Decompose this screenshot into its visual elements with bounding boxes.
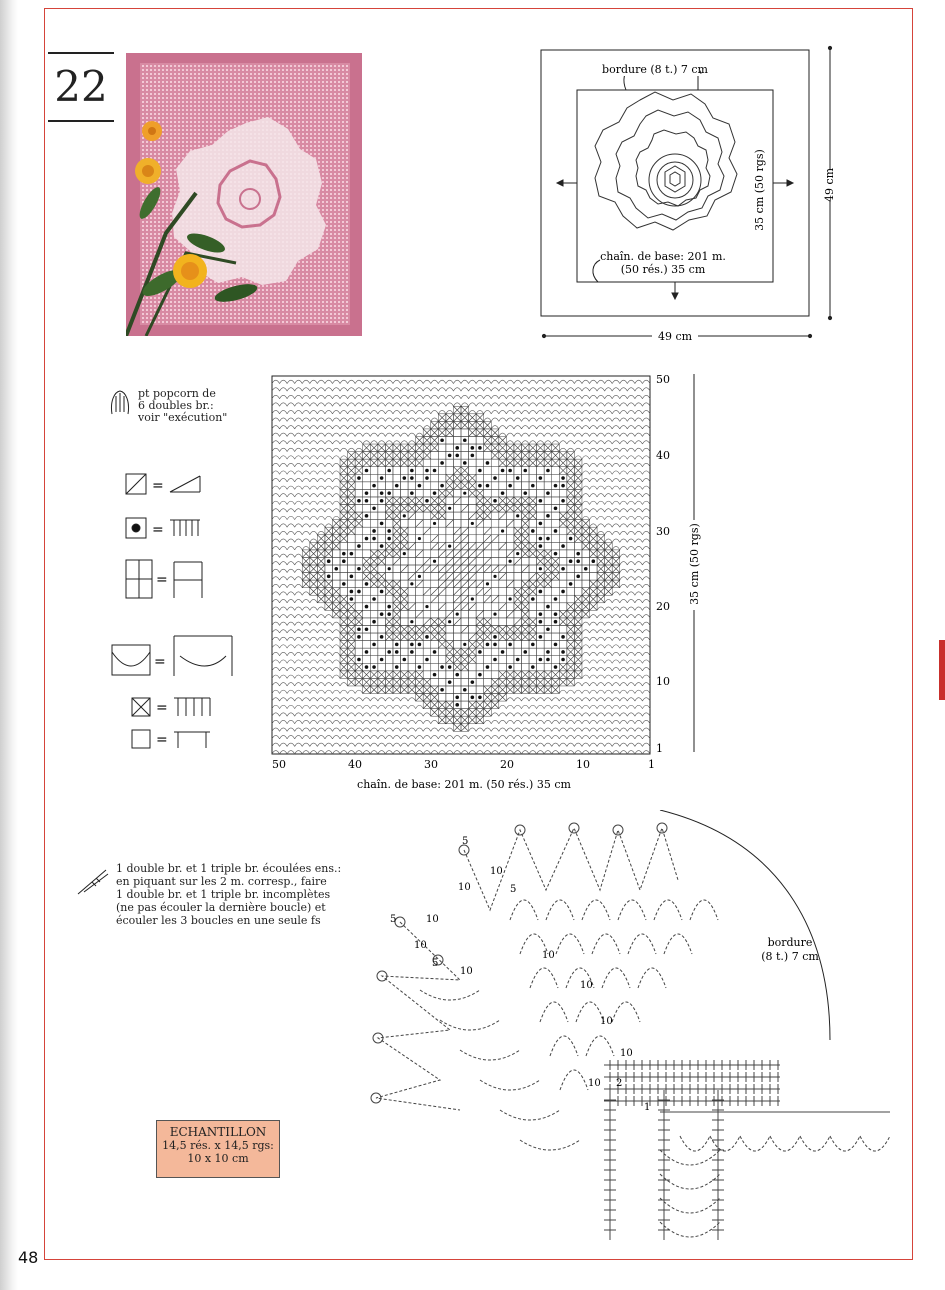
stitch-legend [110,460,250,760]
size-schematic [530,40,850,360]
right-tick-50: 50 [656,373,670,386]
row-num: 2 [616,1078,623,1089]
row-num: 10 [414,940,427,951]
border-label-1: bordure [767,936,813,949]
row-num: 10 [588,1078,601,1089]
equals-4: = [154,654,166,670]
border-stitches [371,823,890,1240]
popcorn-line-1: pt popcorn de [138,387,216,400]
right-tick-10: 10 [656,675,670,688]
bottom-tick-30: 30 [424,758,438,771]
border-label-2: (8 t.) 7 cm [761,950,819,963]
doily-photo [126,53,362,336]
border-bracket [660,810,830,1040]
row-num: 10 [542,950,555,961]
right-tick-1: 1 [656,742,663,755]
popcorn-line-2: 6 doubles br.: [138,399,214,412]
row-num: 10 [426,914,439,925]
row-num: 10 [600,1016,613,1027]
equals-6: = [156,732,168,748]
page-number: 48 [18,1248,39,1267]
bottom-tick-50: 50 [272,758,286,771]
stitch-note-line-3: 1 double br. et 1 triple br. incomplètes [116,888,331,901]
row-num: 5 [510,884,517,895]
chart-grid [272,376,650,754]
chart-side-label: 35 cm (50 rgs) [688,523,701,605]
height-label: 49 cm [823,167,836,203]
row-num: 10 [458,882,471,893]
width-label: 49 cm [657,330,693,343]
right-tick-20: 20 [656,600,670,613]
stitch-note [116,862,346,927]
border-diagram [360,810,900,1250]
row-num: 1 [644,1102,651,1113]
row-num: 5 [432,958,439,969]
border-label: bordure (8 t.) 7 cm [602,63,708,76]
pattern-number: 22 [54,62,108,111]
book-spine [0,0,18,1290]
gauge-title: ECHANTILLON [169,1125,267,1139]
equals-3: = [156,572,168,588]
popcorn-note [138,388,227,424]
stitch-note-line-4: (ne pas écouler la dernière boucle) et [116,901,326,914]
base-label-1: chaîn. de base: 201 m. [600,250,726,263]
stitch-note-line-2: en piquant sur les 2 m. corresp., faire [116,875,327,888]
bottom-tick-1: 1 [648,758,655,771]
row-num: 10 [460,966,473,977]
bottom-tick-10: 10 [576,758,590,771]
pattern-number-box [48,52,114,122]
right-tick-40: 40 [656,449,670,462]
equals-5: = [156,700,168,716]
rose-outline [595,92,737,230]
gauge-line-1: 14,5 rés. x 14,5 rgs: [162,1139,274,1152]
chart-base-label: chaîn. de base: 201 m. (50 rés.) 35 cm [357,778,571,791]
row-num: 5 [390,914,397,925]
bottom-tick-20: 20 [500,758,514,771]
equals-1: = [152,478,164,494]
base-label-2: (50 rés.) 35 cm [620,263,706,276]
filet-chart [268,372,708,797]
row-num: 5 [462,836,469,847]
gauge-box [156,1120,280,1178]
gauge-line-2: 10 x 10 cm [187,1152,249,1165]
popcorn-icon [108,388,132,416]
stitch-note-icon [74,864,114,898]
stitch-note-line-5: écouler les 3 boucles en une seule fs [116,914,321,927]
popcorn-line-3: voir "exécution" [138,411,228,424]
right-tick-30: 30 [656,525,670,538]
page-edge-tab [939,640,945,700]
equals-2: = [152,522,164,538]
row-num: 10 [490,866,503,877]
bottom-tick-40: 40 [348,758,362,771]
row-num: 10 [580,980,593,991]
row-num: 10 [620,1048,633,1059]
stitch-note-line-1: 1 double br. et 1 triple br. écoulées ens.: [116,862,342,875]
center-label: 35 cm (50 rgs) [753,149,766,231]
